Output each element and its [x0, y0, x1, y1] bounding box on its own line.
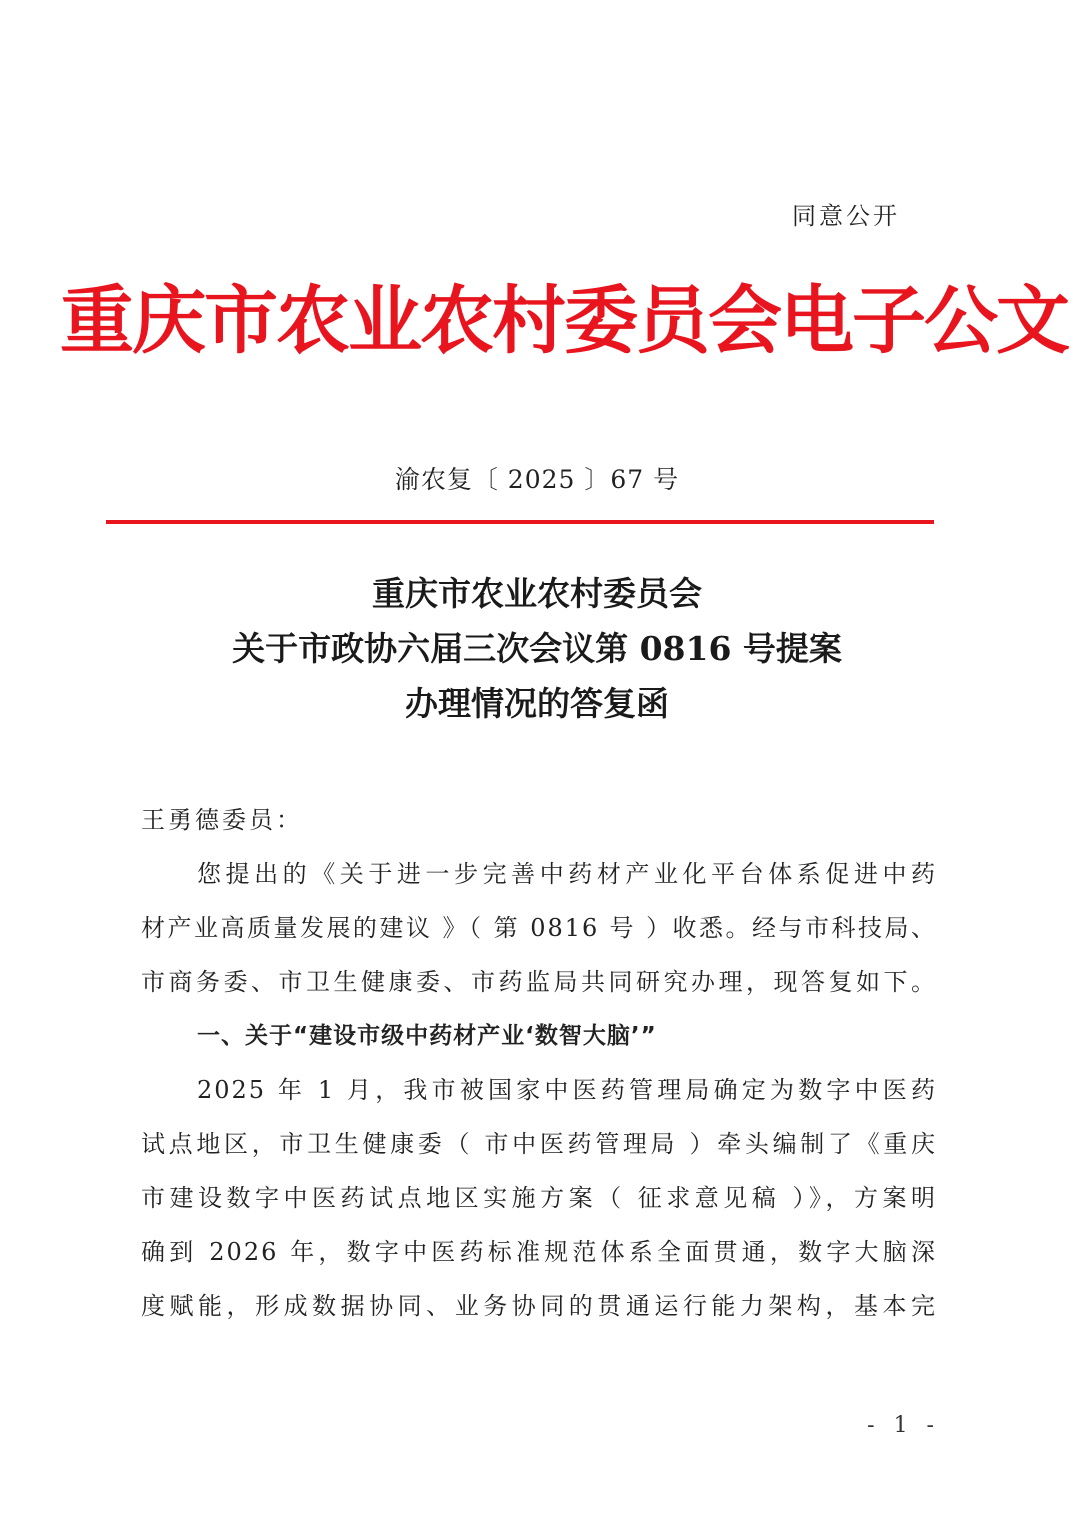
title-line-2: 关于市政协六届三次会议第 0816 号提案	[232, 629, 842, 668]
document-body	[141, 800, 937, 1340]
document-number: 渝农复〔 2025 〕67 号	[394, 465, 680, 494]
letterhead-title: 重庆市农业农村委员会电子公文	[60, 278, 1068, 364]
document-title	[0, 566, 1074, 731]
section-heading: 一、关于“建设市级中药材产业‘数智大脑’”	[197, 1023, 657, 1049]
salutation: 王勇德委员：	[141, 806, 303, 834]
paragraph-line: 您提出的《关于进一步完善中药材产业化平台体系促进中药	[197, 860, 937, 888]
title-line-1: 重庆市农业农村委员会	[372, 574, 702, 613]
paragraph-line: 市建设数字中医药试点地区实施方案（ 征求意见稿 ）》，方案明	[141, 1184, 937, 1212]
paragraph-line: 试点地区，市卫生健康委（ 市中医药管理局 ）牵头编制了《重庆	[141, 1130, 937, 1158]
red-separator-line	[106, 520, 934, 524]
paragraph-line: 2025 年 1 月，我市被国家中医药管理局确定为数字中医药	[197, 1076, 937, 1104]
paragraph-line: 市商务委、市卫生健康委、市药监局共同研究办理，现答复如下。	[141, 968, 937, 996]
page-number: - 1 -	[867, 1413, 940, 1438]
disclosure-label: 同意公开	[792, 202, 900, 230]
paragraph-line: 确到 2026 年，数字中医药标准规范体系全面贯通，数字大脑深	[141, 1238, 937, 1266]
paragraph-line: 材产业高质量发展的建议 》（ 第 0816 号 ）收悉。经与市科技局、	[141, 914, 937, 942]
title-line-3: 办理情况的答复函	[405, 684, 669, 723]
paragraph-line: 度赋能，形成数据协同、业务协同的贯通运行能力架构，基本完	[141, 1292, 937, 1320]
